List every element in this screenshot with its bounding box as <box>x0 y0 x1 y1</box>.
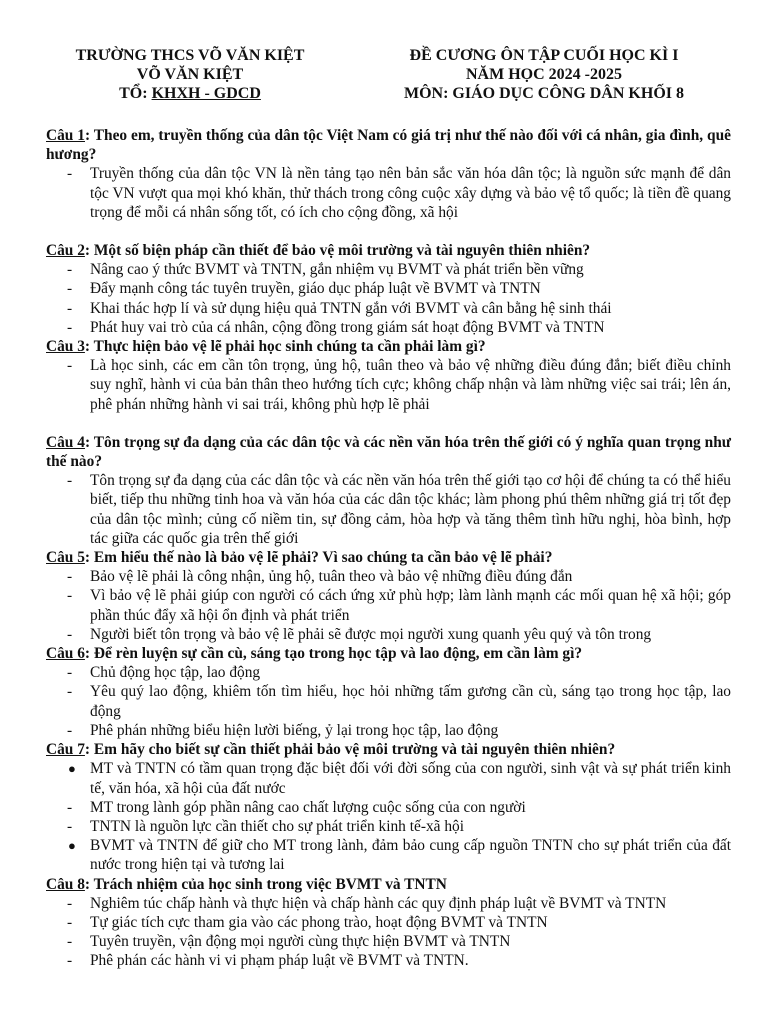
question-text: : Để rèn luyện sự cần cù, sáng tạo trong học tập và lao động, em cần làm gì? <box>84 645 583 663</box>
answer-item <box>46 663 731 682</box>
answer-item <box>46 894 731 913</box>
answer-item <box>46 260 731 279</box>
question-2 <box>46 241 731 260</box>
dash-marker: - <box>67 721 73 739</box>
school-year: NĂM HỌC 2024 -2025 <box>466 66 622 83</box>
answer-text: Đẩy mạnh công tác tuyên truyền, giáo dục pháp luật về BVMT và TNTN <box>90 280 541 298</box>
dash-marker: - <box>67 798 73 816</box>
answer-item <box>46 471 731 548</box>
dash-marker: - <box>67 568 73 586</box>
answer-text: Chủ động học tập, lao động <box>90 664 261 682</box>
dash-marker: - <box>67 683 73 701</box>
question-label: Câu 8 <box>46 875 85 893</box>
question-label: Câu 3 <box>46 338 85 356</box>
subject: MÔN: GIÁO DỤC CÔNG DÂN KHỐI 8 <box>404 85 684 102</box>
dash-marker: - <box>67 664 73 682</box>
answer-text: MT và TNTN có tầm quan trọng đặc biệt đối với đời sống của con người, sinh vật và sự phát triển kinh tế, văn hóa, xã hội của đất nước <box>90 760 731 797</box>
answer-item <box>46 164 731 222</box>
answer-text: MT trong lành góp phần nâng cao chất lượng cuộc sống của con người <box>90 798 526 816</box>
question-text: : Thực hiện bảo vệ lẽ phải học sinh chúng ta cần phải làm gì? <box>84 338 486 356</box>
answer-text: Bảo vệ lẽ phải là công nhận, ủng hộ, tuân theo và bảo vệ những điều đúng đắn <box>90 568 573 586</box>
answer-text: Tuyên truyền, vận động mọi người cùng thực hiện BVMT và TNTN <box>90 933 511 951</box>
answer-text: Nghiêm túc chấp hành và thực hiện và chấp hành các quy định pháp luật về BVMT và TNTN <box>90 894 667 912</box>
dash-marker: - <box>67 165 73 183</box>
school-name-line2: VÕ VĂN KIỆT <box>136 66 244 83</box>
dash-marker: - <box>67 625 73 643</box>
department-name: KHXH - GDCD <box>151 85 261 102</box>
question-label: Câu 2 <box>46 242 85 260</box>
dash-marker: - <box>67 913 73 931</box>
school-header <box>40 46 340 103</box>
answer-text: TNTN là nguồn lực cần thiết cho sự phát triển kinh tế-xã hội <box>90 817 464 835</box>
answer-item <box>46 318 731 337</box>
question-label: Câu 6 <box>46 645 85 663</box>
question-4 <box>46 433 731 471</box>
question-list <box>46 126 731 971</box>
dash-marker: - <box>67 894 73 912</box>
answer-text: Là học sinh, các em cần tôn trọng, ủng hộ, tuân theo và bảo vệ những điều đúng đắn; biết điều chỉnh suy nghĩ, hành vi của bản thân theo hướng tích cực; không chấp nhận và làm những việc sai trái; lên án, phê phán những hành vi sai trái, không phù hợp lẽ phải <box>90 357 731 413</box>
question-label: Câu 4 <box>46 433 85 451</box>
question-7 <box>46 740 731 759</box>
answer-text: Phê phán các hành vi vi phạm pháp luật về BVMT và TNTN. <box>90 952 469 970</box>
exam-header <box>360 46 728 103</box>
answer-item <box>46 299 731 318</box>
answer-text: Tôn trọng sự đa dạng của các dân tộc và các nền văn hóa trên thế giới tạo cơ hội để chúng ta có thể hiểu biết, tiếp thu những tinh hoa và văn hóa của các dân tộc khác; làm phong phú thêm những giá trị tốt đẹp của dân tộc mình; củng cố niềm tin, sự đồng cảm, hòa hợp và tăng thêm tình hữu nghị, hòa bình, hợp tác giữa các quốc gia trên thế giới <box>90 472 731 547</box>
question-1 <box>46 126 731 164</box>
dash-marker: - <box>67 817 73 835</box>
answer-item <box>46 913 731 932</box>
answer-item <box>46 567 731 586</box>
dash-marker: - <box>67 280 73 298</box>
dash-marker: - <box>67 318 73 336</box>
answer-text: Phê phán những biểu hiện lười biếng, ỷ lại trong học tập, lao động <box>90 721 499 739</box>
answer-text: Phát huy vai trò của cá nhân, cộng đồng trong giám sát hoạt động BVMT và TNTN <box>90 318 605 336</box>
question-text: : Em hãy cho biết sự cần thiết phải bảo vệ môi trường và tài nguyên thiên nhiên? <box>84 741 616 759</box>
answer-item <box>46 586 731 624</box>
department <box>40 84 340 103</box>
question-text: : Một số biện pháp cần thiết để bảo vệ môi trường và tài nguyên thiên nhiên? <box>84 242 591 260</box>
answer-item <box>46 759 731 797</box>
answer-item <box>46 932 731 951</box>
document-title: ĐỀ CƯƠNG ÔN TẬP CUỐI HỌC KÌ I <box>409 47 679 64</box>
department-prefix: TỔ: <box>119 85 152 102</box>
answer-text: Nâng cao ý thức BVMT và TNTN, gắn nhiệm vụ BVMT và phát triển bền vững <box>90 261 584 279</box>
answer-text: BVMT và TNTN để giữ cho MT trong lành, đảm bảo cung cấp nguồn TNTN cho sự phát triển của đất nước trong hiện tại và tương lai <box>90 837 731 874</box>
dash-marker: - <box>67 472 73 490</box>
question-5 <box>46 548 731 567</box>
answer-text: Tự giác tích cực tham gia vào các phong trào, hoạt động BVMT và TNTN <box>90 913 548 931</box>
dash-marker: - <box>67 952 73 970</box>
dash-marker: - <box>67 587 73 605</box>
answer-item <box>46 279 731 298</box>
question-3 <box>46 337 731 356</box>
answer-item <box>46 721 731 740</box>
answer-text: Khai thác hợp lí và sử dụng hiệu quả TNTN gắn với BVMT và cân bằng hệ sinh thái <box>90 299 612 317</box>
question-8 <box>46 875 731 894</box>
school-name: TRƯỜNG THCS VÕ VĂN KIỆT <box>75 47 305 64</box>
answer-item <box>46 625 731 644</box>
answer-item <box>46 951 731 970</box>
answer-item <box>46 817 731 836</box>
question-label: Câu 7 <box>46 741 85 759</box>
bullet-icon: ● <box>68 761 76 777</box>
answer-text: Truyền thống của dân tộc VN là nền tảng tạo nên bản sắc văn hóa dân tộc; là nguồn sức mạnh để dân tộc VN vượt qua mọi khó khăn, thử thách trong công cuộc xây dựng và bảo vệ tổ quốc; là tiền đề quang trọng để mỗi cá nhân sống tốt, có ích cho cộng đồng, xã hội <box>90 165 731 221</box>
question-text: : Tôn trọng sự đa dạng của các dân tộc và các nền văn hóa trên thế giới có ý nghĩa quan trọng như thế nào? <box>46 433 731 471</box>
question-label: Câu 5 <box>46 549 85 567</box>
answer-text: Người biết tôn trọng và bảo vệ lẽ phải sẽ được mọi người xung quanh yêu quý và tôn trong <box>90 625 652 643</box>
question-text: : Trách nhiệm của học sinh trong việc BVMT và TNTN <box>84 875 447 893</box>
answer-item <box>46 682 731 720</box>
answer-item <box>46 356 731 414</box>
dash-marker: - <box>67 357 73 375</box>
question-text: : Em hiểu thế nào là bảo vệ lẽ phải? Vì sao chúng ta cần bảo vệ lẽ phải? <box>84 549 553 567</box>
question-6 <box>46 644 731 663</box>
dash-marker: - <box>67 933 73 951</box>
question-text: : Theo em, truyền thống của dân tộc Việt Nam có giá trị như thế nào đối với cá nhân, gia đình, quê hương? <box>46 127 731 164</box>
answer-text: Vì bảo vệ lẽ phải giúp con người có cách ứng xử phù hợp; làm lành mạnh các mối quan hệ xã hội; góp phần thúc đẩy xã hội ổn định và phát triển <box>90 587 731 624</box>
answer-item <box>46 836 731 874</box>
answer-item <box>46 798 731 817</box>
bullet-icon: ● <box>68 838 76 854</box>
dash-marker: - <box>67 261 73 279</box>
question-label: Câu 1 <box>46 127 85 144</box>
answer-text: Yêu quý lao động, khiêm tốn tìm hiểu, học hỏi những tấm gương cần cù, sáng tạo trong học tập, lao động <box>90 683 731 720</box>
dash-marker: - <box>67 299 73 317</box>
